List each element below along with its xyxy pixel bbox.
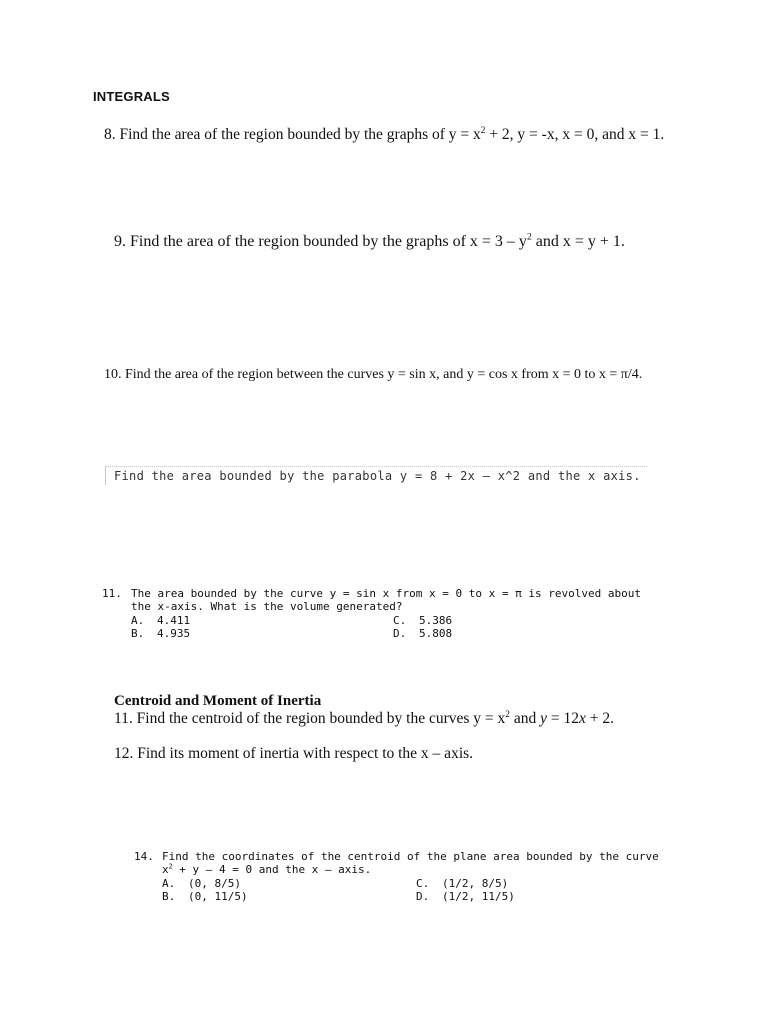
q11c-var-x: x	[578, 710, 586, 727]
mcq-14-option-c-value: (1/2, 8/5)	[442, 877, 509, 890]
mcq-11-option-c-letter: C.	[393, 614, 407, 627]
mcq-14-line-2	[162, 863, 371, 877]
question-10: 10. Find the area of the region between the curves y = sin x, and y = cos x from x = 0 to x = π/4.	[104, 367, 643, 382]
mcq-14-line-2-a: x	[162, 863, 169, 876]
mcq-14-option-d-value: (1/2, 11/5)	[442, 890, 515, 903]
question-12: 12. Find its moment of inertia with respect to the x – axis.	[114, 745, 474, 762]
mcq-14-option-a-letter: A.	[162, 877, 176, 890]
boxed-question: Find the area bounded by the parabola y = 8 + 2x – x^2 and the x axis.	[105, 466, 647, 485]
q11c-var-y: y	[540, 710, 547, 727]
page-heading: INTEGRALS	[93, 89, 170, 104]
mcq-11-line-1: The area bounded by the curve y = sin x from x = 0 to x = π is revolved about	[131, 587, 641, 600]
mcq-14-number: 14.	[134, 850, 154, 863]
mcq-14-line-1: Find the coordinates of the centroid of the plane area bounded by the curve	[162, 850, 659, 863]
question-9	[114, 233, 625, 251]
question-11-centroid	[114, 710, 614, 728]
question-9-exponent: 2	[526, 231, 532, 243]
question-8	[104, 126, 664, 144]
question-8-text-a: 8. Find the area of the region bounded by the graphs of y = x	[104, 126, 481, 143]
mcq-14-option-b-value: (0, 11/5)	[188, 890, 248, 903]
question-9-text-a: 9. Find the area of the region bounded by the graphs of x = 3 – y	[114, 233, 527, 250]
q11c-exponent: 2	[505, 709, 510, 720]
mcq-11-option-a-letter: A.	[131, 614, 145, 627]
mcq-14-option-a-value: (0, 8/5)	[188, 877, 241, 890]
mcq-11-option-b-value: 4.935	[157, 627, 191, 640]
question-9-text-b: and x = y + 1.	[531, 233, 625, 250]
mcq-11-line-2: the x-axis. What is the volume generated?	[131, 600, 403, 613]
mcq-11-option-d-letter: D.	[393, 627, 407, 640]
mcq-11-number: 11.	[102, 587, 122, 600]
section-title: Centroid and Moment of Inertia	[114, 693, 322, 709]
mcq-14-option-b-letter: B.	[162, 890, 176, 903]
mcq-14-line-2-b: + y – 4 = 0 and the x – axis.	[172, 863, 372, 876]
question-8-text-b: + 2, y = -x, x = 0, and x = 1.	[485, 126, 665, 143]
mcq-14-option-d-letter: D.	[416, 890, 430, 903]
q11c-text-mid: and	[509, 710, 541, 727]
mcq-11-option-a-value: 4.411	[157, 614, 191, 627]
mcq-14-option-c-letter: C.	[416, 877, 430, 890]
mcq-11-option-d-value: 5.808	[419, 627, 453, 640]
q11c-text-b: + 2.	[585, 710, 614, 727]
mcq-14-exponent: 2	[168, 862, 173, 871]
q11c-text-a: 11. Find the centroid of the region bounded by the curves y = x	[114, 710, 506, 727]
mcq-11-option-b-letter: B.	[131, 627, 145, 640]
mcq-11-option-c-value: 5.386	[419, 614, 453, 627]
q11c-text-eq: = 12	[546, 710, 579, 727]
question-8-exponent: 2	[480, 125, 486, 136]
